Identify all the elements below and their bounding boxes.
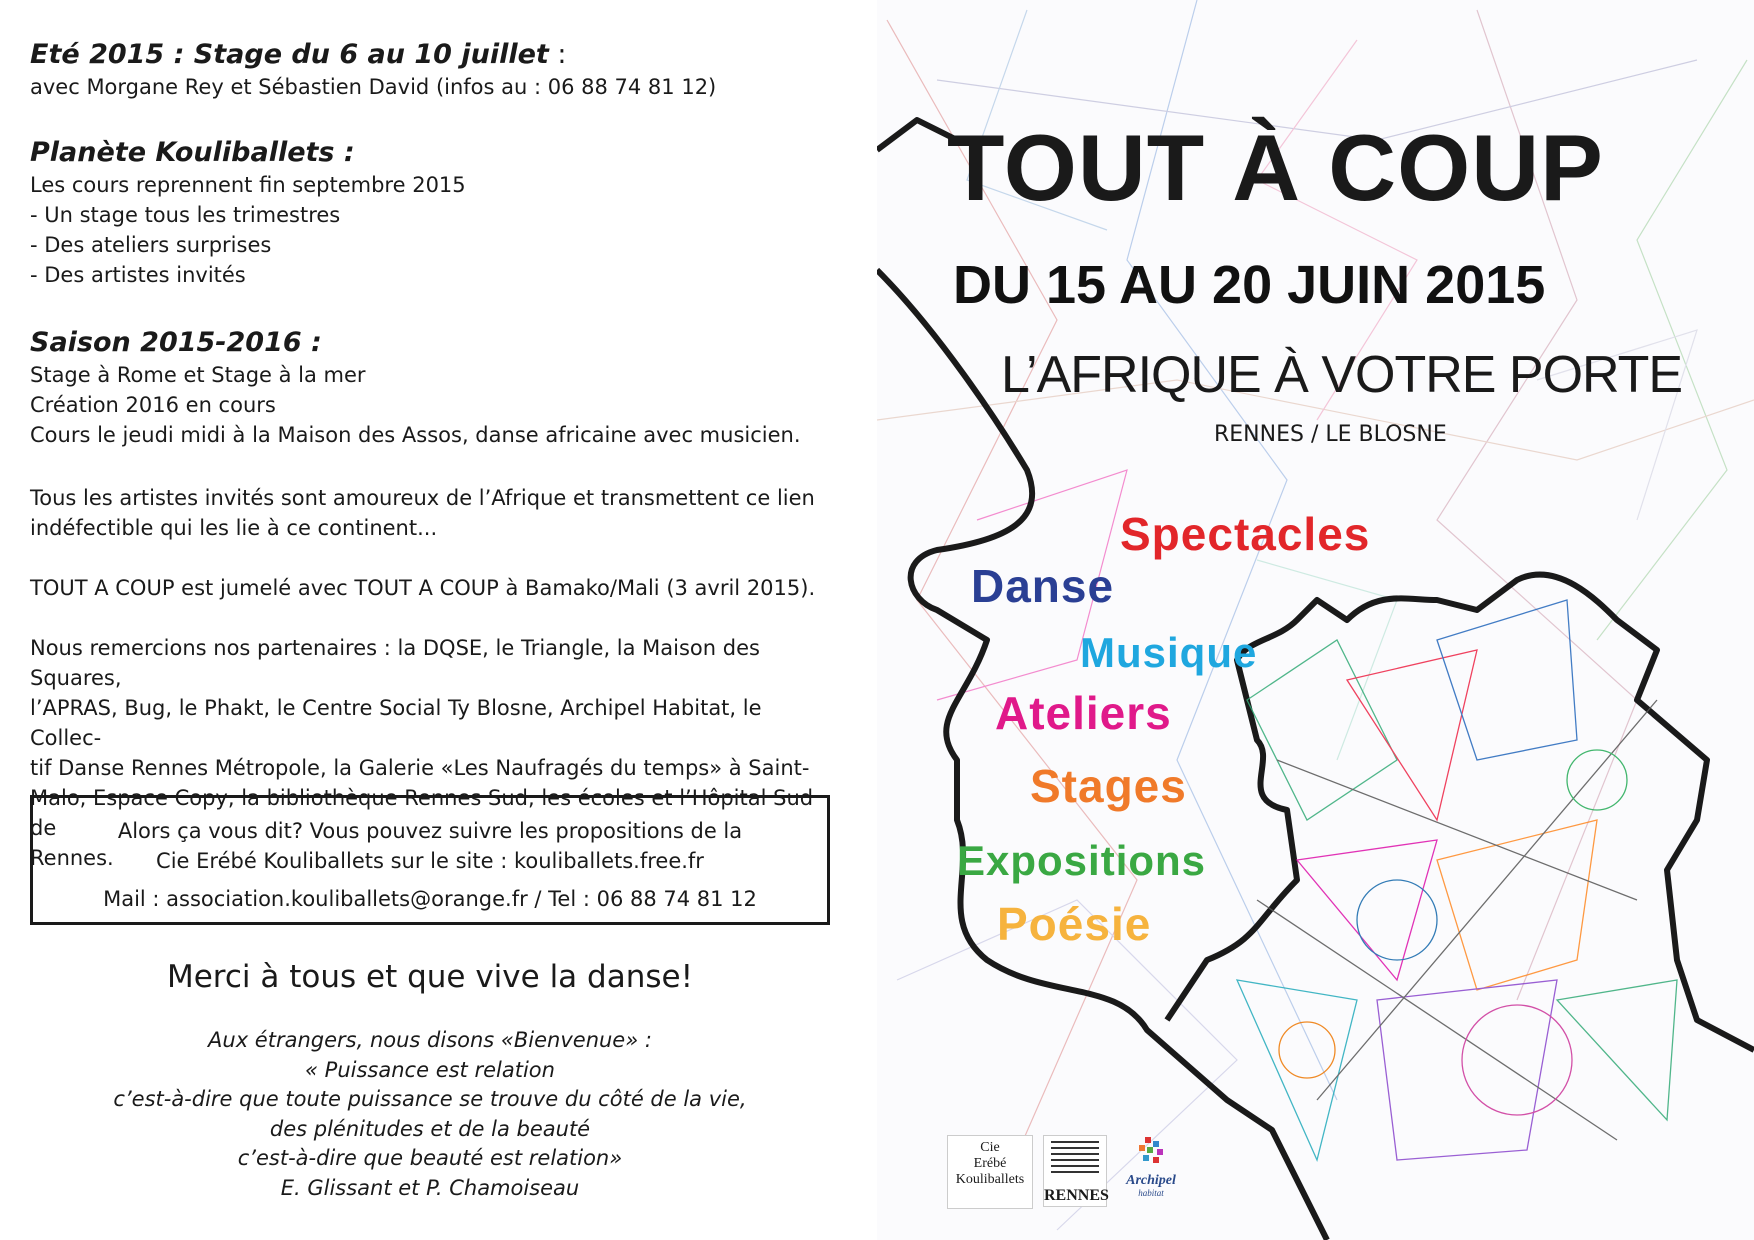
planete-line: - Des artistes invités: [30, 263, 246, 287]
quote-block: [30, 1026, 830, 1203]
quote-line: Aux étrangers, nous disons «Bienvenue» :: [208, 1028, 652, 1052]
poster-title: TOUT À COUP: [947, 115, 1604, 220]
planete-line: - Des ateliers surprises: [30, 233, 272, 257]
cie-kouliballets-logo: [947, 1135, 1033, 1209]
partenaires-line: Rennes.: [30, 846, 114, 870]
summer-line: avec Morgane Rey et Sébastien David (infos au : 06 88 74 81 12): [30, 75, 717, 99]
planete-line: - Un stage tous les trimestres: [30, 203, 341, 227]
partenaires-line: Malo, Espace Copy, la bibliothèque Rennes Sud, les écoles et l’Hôpital Sud de: [30, 786, 814, 840]
contact-box: [30, 795, 830, 925]
partenaires-line: l’APRAS, Bug, le Phakt, le Centre Social Ty Blosne, Archipel Habitat, le Collec-: [30, 696, 762, 750]
poster-location: RENNES / LE BLOSNE: [1214, 422, 1447, 447]
partenaires-line: tif Danse Rennes Métropole, la Galerie «Les Naufragés du temps» à Saint-: [30, 756, 810, 780]
merci-line: Merci à tous et que vive la danse!: [166, 959, 694, 995]
saison-line: Stage à Rome et Stage à la mer: [30, 363, 366, 387]
saison-line: Création 2016 en cours: [30, 393, 276, 417]
artistes-line: Tous les artistes invités sont amoureux de l’Afrique et transmettent ce lien: [30, 486, 815, 510]
contact-gap: [33, 876, 827, 884]
planete-heading: Planète Kouliballets :: [30, 137, 355, 168]
archipel-logo: [1119, 1135, 1183, 1205]
left-panel: [0, 0, 870, 1240]
contact-line: Alors ça vous dit? Vous pouvez suivre les propositions de la: [117, 819, 743, 843]
artistes-paragraph: [30, 483, 830, 543]
cie-logo-line: Erébé: [973, 1156, 1007, 1171]
archipel-logo-text: Archipel: [1126, 1173, 1176, 1188]
planete-line: Les cours reprennent fin septembre 2015: [30, 173, 466, 197]
rennes-logo: [1043, 1135, 1107, 1207]
saison-line: Cours le jeudi midi à la Maison des Assos, danse africaine avec musicien.: [30, 423, 801, 447]
quote-line: des plénitudes et de la beauté: [269, 1116, 591, 1141]
cie-logo-line: Cie: [980, 1140, 1000, 1155]
planete-section: [30, 136, 830, 290]
jumelage-line: TOUT A COUP est jumelé avec TOUT A COUP à Bamako/Mali (3 avril 2015).: [30, 576, 816, 600]
activity-poesie: Poésie: [997, 898, 1152, 950]
poster-dates: DU 15 AU 20 JUIN 2015: [953, 255, 1546, 315]
quote-line: c’est-à-dire que toute puissance se trouve du côté de la vie,: [113, 1087, 747, 1111]
partenaires-line: Nous remercions nos partenaires : la DQSE, le Triangle, la Maison des Squares,: [30, 636, 760, 690]
summer-heading-text: Eté 2015 : Stage du 6 au 10 juillet: [30, 39, 549, 70]
activity-ateliers: Ateliers: [995, 687, 1172, 739]
poster-panel: [877, 0, 1754, 1240]
saison-section: [30, 326, 830, 450]
activity-stages: Stages: [1030, 760, 1187, 812]
quote-line: « Puissance est relation: [305, 1057, 555, 1082]
archipel-squares-icon: [1131, 1135, 1171, 1169]
rennes-emblem-icon: [1045, 1136, 1105, 1182]
rennes-logo-text: RENNES: [1044, 1187, 1109, 1204]
saison-heading: Saison 2015-2016 :: [30, 327, 322, 358]
contact-site-line[interactable]: Cie Erébé Kouliballets sur le site : kouliballets.free.fr: [156, 849, 704, 873]
activity-expositions: Expositions: [957, 837, 1207, 884]
activity-spectacles: Spectacles: [1120, 508, 1371, 560]
summer-heading: [30, 38, 830, 72]
jumelage-paragraph: [30, 573, 830, 603]
poster-subtitle: L’AFRIQUE À VOTRE PORTE: [1001, 346, 1683, 404]
artistes-line: indéfectible qui les lie à ce continent...: [30, 516, 438, 540]
quote-line: c’est-à-dire que beauté est relation»: [237, 1146, 623, 1170]
contact-mail-line[interactable]: Mail : association.kouliballets@orange.fr / Tel : 06 88 74 81 12: [103, 887, 757, 911]
summer-heading-colon: :: [548, 39, 567, 70]
quote-author: E. Glissant et P. Chamoiseau: [280, 1175, 580, 1200]
summer-section: [30, 38, 830, 102]
activity-musique: Musique: [1080, 629, 1258, 676]
archipel-logo-subtext: habitat: [1138, 1188, 1164, 1198]
cie-logo-line: Kouliballets: [955, 1172, 1025, 1187]
activity-danse: Danse: [971, 560, 1115, 612]
